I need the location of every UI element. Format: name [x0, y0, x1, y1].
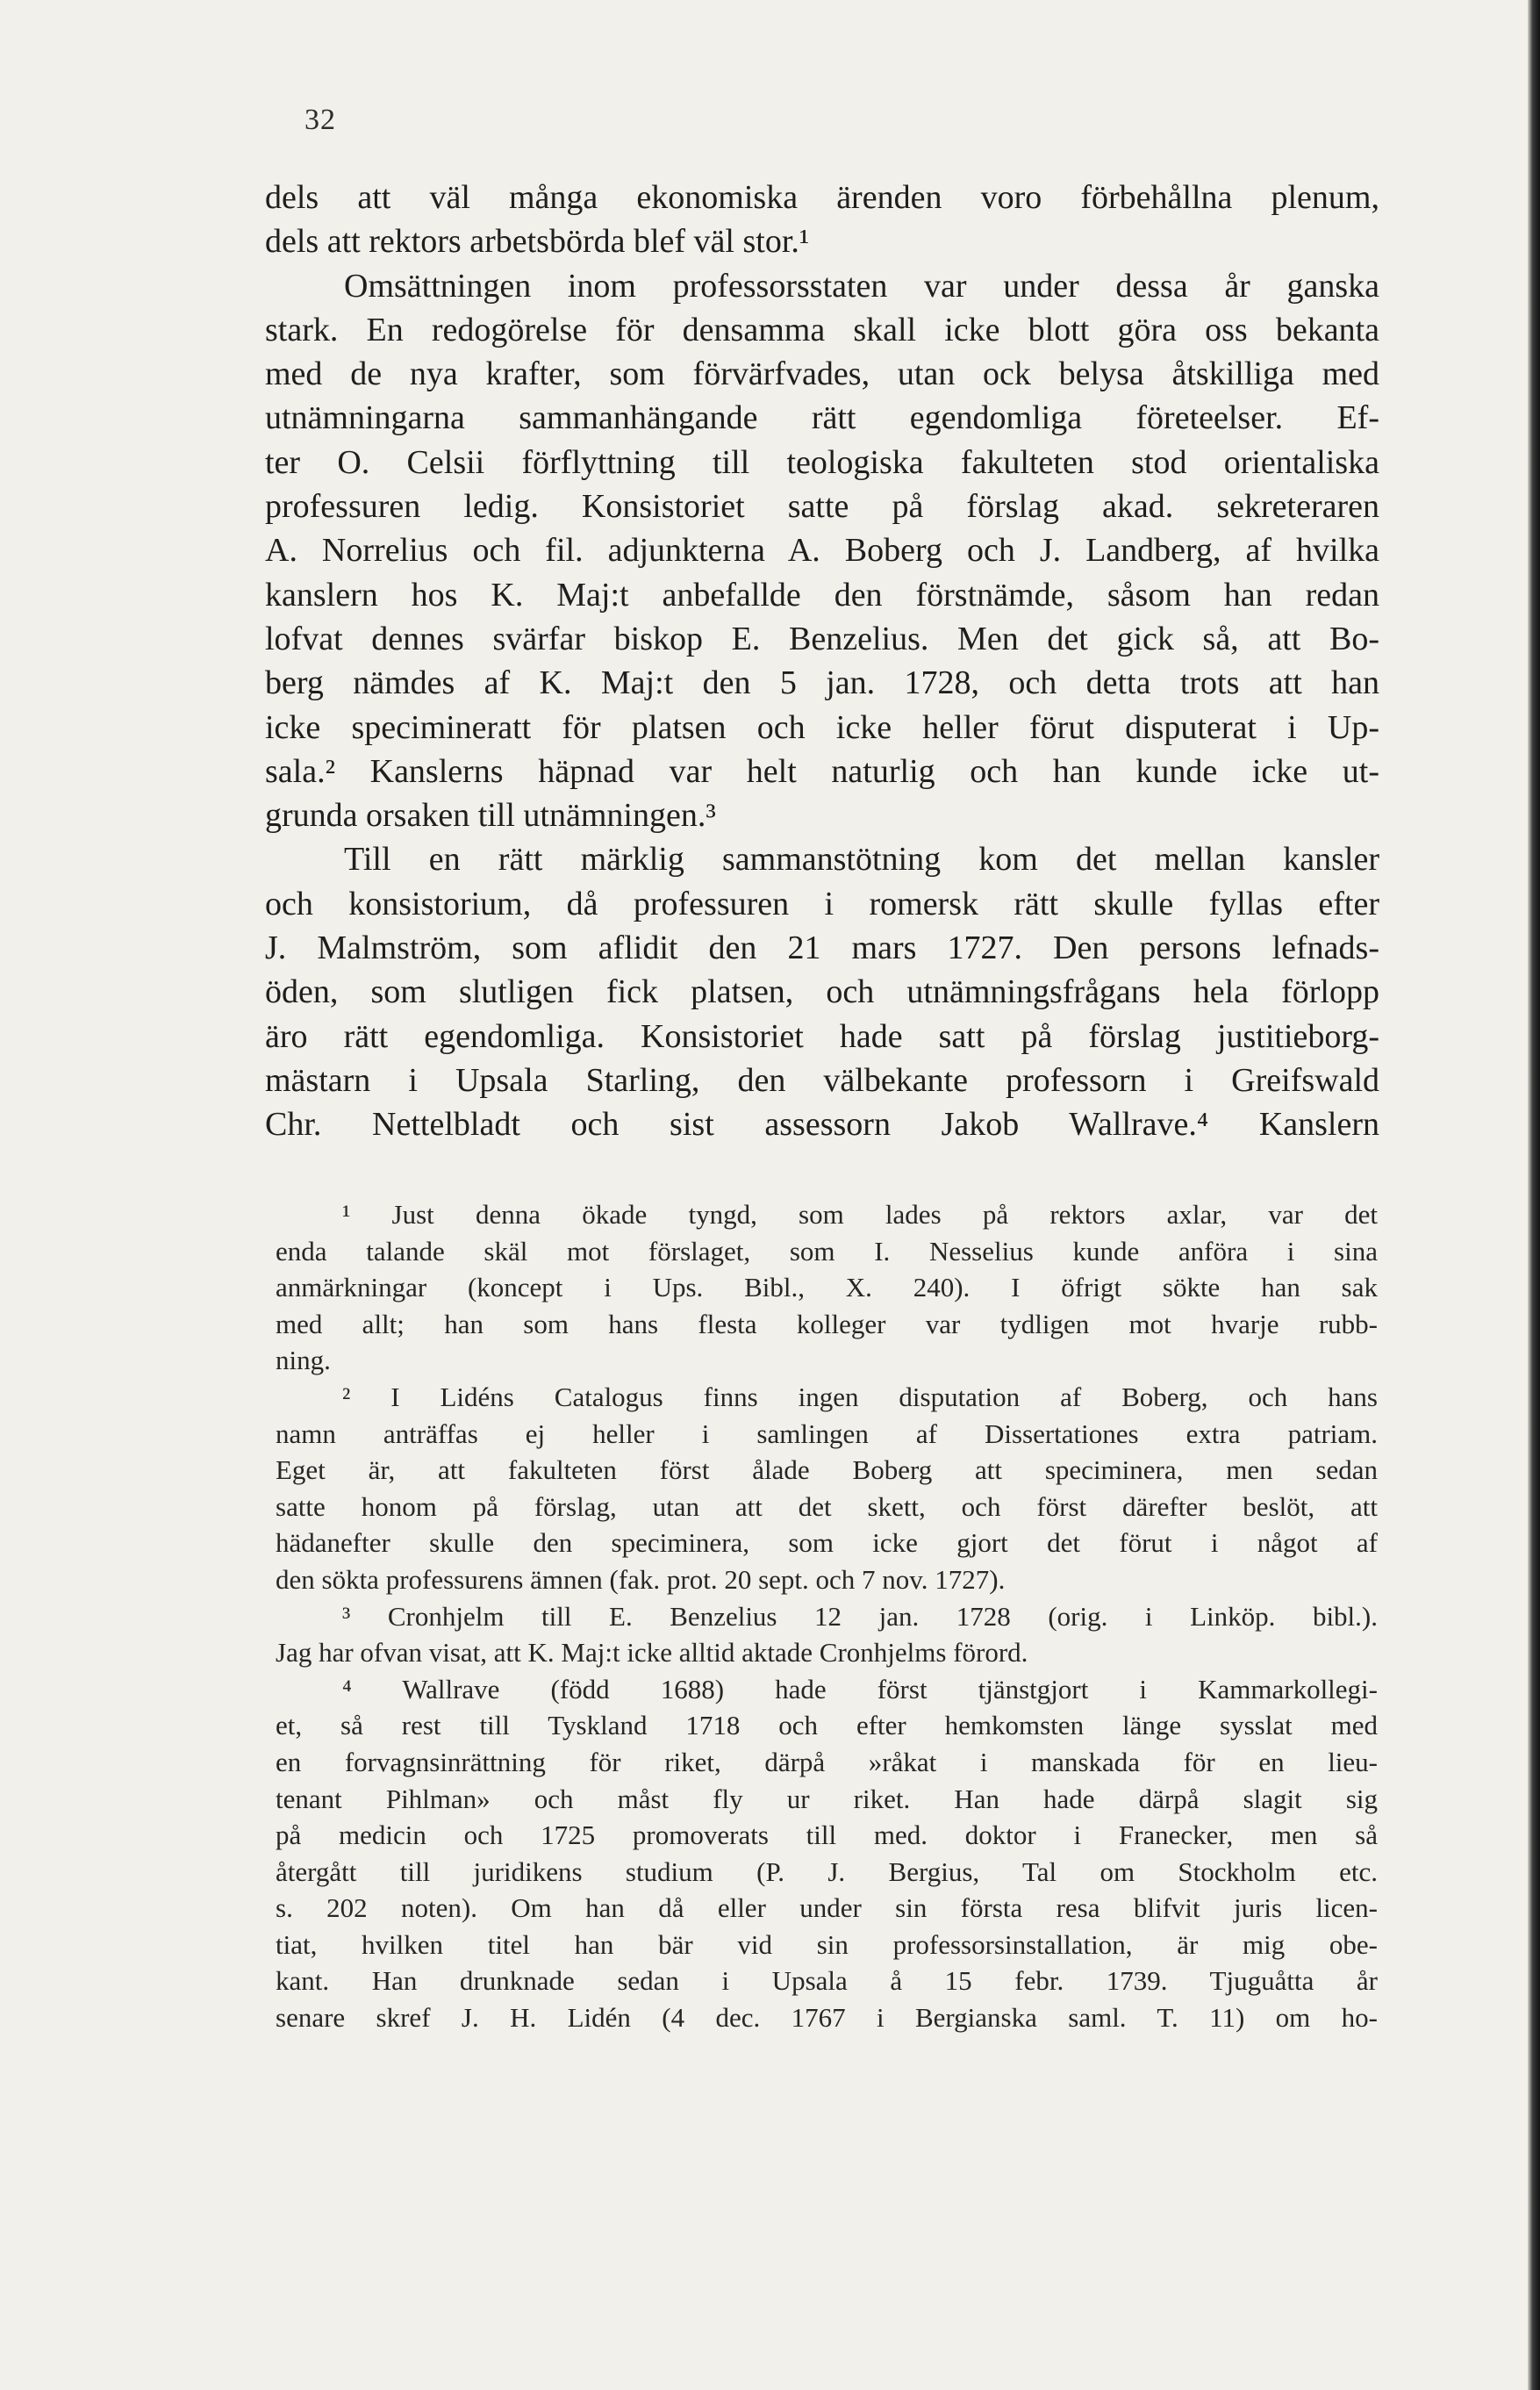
- footnote-line: ¹ Just denna ökade tyngd, som lades på rektors axlar, var det: [342, 1199, 1378, 1230]
- body-line: kanslern hos K. Maj:t anbefallde den förstnämde, såsom han redan: [265, 576, 1379, 614]
- footnote-line: ⁴ Wallrave (född 1688) hade först tjänstgjort i Kammarkollegi-: [342, 1673, 1378, 1705]
- body-line: Till en rätt märklig sammanstötning kom det mellan kansler: [344, 841, 1379, 879]
- footnote-line: ning.: [276, 1345, 331, 1376]
- footnote-line: et, så rest till Tyskland 1718 och efter hemkomsten länge sysslat med: [276, 1710, 1378, 1741]
- body-line: stark. En redogörelse för densamma skall icke blott göra oss bekanta: [265, 311, 1379, 348]
- footnote-line: med allt; han som hans flesta kolleger var tydligen mot hvarje rubb-: [276, 1308, 1378, 1339]
- footnote-line: ³ Cronhjelm till E. Benzelius 12 jan. 1728 (orig. i Linköp. bibl.).: [342, 1600, 1378, 1632]
- footnotes: [276, 1196, 1378, 2036]
- footnote-line: återgått till juridikens studium (P. J. Bergius, Tal om Stockholm etc.: [276, 1855, 1378, 1887]
- footnote-line: Eget är, att fakulteten först ålade Boberg att speciminera, men sedan: [276, 1454, 1378, 1486]
- body-line: öden, som slutligen fick platsen, och utnämningsfrågans hela förlopp: [265, 973, 1379, 1011]
- footnote-line: tenant Pihlman» och måst fly ur riket. Han hade därpå slagit sig: [276, 1783, 1378, 1814]
- footnote-line: namn anträffas ej heller i samlingen af Dissertationes extra patriam.: [276, 1417, 1378, 1449]
- footnote-line: anmärkningar (koncept i Ups. Bibl., X. 240). I öfrigt sökte han sak: [276, 1272, 1378, 1303]
- footnote-line: senare skref J. H. Lidén (4 dec. 1767 i Bergianska saml. T. 11) om ho-: [276, 2002, 1378, 2034]
- footnote-line: Jag har ofvan visat, att K. Maj:t icke alltid aktade Cronhjelms förord.: [276, 1637, 1028, 1669]
- footnote-line: satte honom på förslag, utan att det skett, och först därefter beslöt, att: [276, 1490, 1378, 1522]
- footnote-line: kant. Han drunknade sedan i Upsala å 15 febr. 1739. Tjuguåtta år: [276, 1965, 1378, 1997]
- body-line: icke specimineratt för platsen och icke heller förut disputerat i Up-: [265, 708, 1379, 746]
- footnote-line: s. 202 noten). Om han då eller under sin första resa blifvit juris licen-: [276, 1892, 1378, 1924]
- body-line: dels att väl många ekonomiska ärenden voro förbehållna plenum,: [265, 179, 1379, 216]
- page-edge-shadow: [1528, 0, 1540, 2390]
- body-line: ter O. Celsii förflyttning till teologiska fakulteten stod orientaliska: [265, 443, 1379, 481]
- body-line: dels att rektors arbetsbörda blef väl stor.¹: [265, 223, 810, 261]
- body-line: J. Malmström, som aflidit den 21 mars 1727. Den persons lefnads-: [265, 929, 1379, 967]
- body-line: professuren ledig. Konsistoriet satte på förslag akad. sekreteraren: [265, 488, 1379, 526]
- body-line: sala.² Kanslerns häpnad var helt naturlig och han kunde icke ut-: [265, 752, 1379, 790]
- body-line: äro rätt egendomliga. Konsistoriet hade satt på förslag justitieborg-: [265, 1017, 1379, 1055]
- body-line: A. Norrelius och fil. adjunkterna A. Boberg och J. Landberg, af hvilka: [265, 532, 1379, 570]
- body-line: med de nya krafter, som förvärfvades, utan ock belysa åtskilliga med: [265, 355, 1379, 393]
- footnote-line: på medicin och 1725 promoverats till med. doktor i Franecker, men så: [276, 1819, 1378, 1851]
- body-line: utnämningarna sammanhängande rätt egendomliga företeelser. Ef-: [265, 399, 1379, 437]
- body-line: lofvat dennes svärfar biskop E. Benzelius. Men det gick så, att Bo-: [265, 620, 1379, 657]
- footnote-line: ² I Lidéns Catalogus finns ingen disputation af Boberg, och hans: [342, 1381, 1378, 1412]
- footnote-line: tiat, hvilken titel han bär vid sin professorsinstallation, är mig obe-: [276, 1928, 1378, 1960]
- body-line: mästarn i Upsala Starling, den välbekante professorn i Greifswald: [265, 1061, 1379, 1099]
- footnote-line: den sökta professurens ämnen (fak. prot. 20 sept. och 7 nov. 1727).: [276, 1563, 1006, 1595]
- main-text: [265, 176, 1379, 1147]
- body-line: och konsistorium, då professuren i romersk rätt skulle fyllas efter: [265, 885, 1379, 922]
- footnote-line: en forvagnsinrättning för riket, därpå »råkat i manskada för en lieu-: [276, 1746, 1378, 1777]
- page-number: 32: [304, 104, 336, 136]
- body-line: grunda orsaken till utnämningen.³: [265, 797, 716, 835]
- body-line: Omsättningen inom professorsstaten var under dessa år ganska: [344, 267, 1379, 305]
- body-line: Chr. Nettelbladt och sist assessorn Jakob Wallrave.⁴ Kanslern: [265, 1106, 1379, 1144]
- body-line: berg nämdes af K. Maj:t den 5 jan. 1728, och detta trots att han: [265, 664, 1379, 702]
- footnote-line: hädanefter skulle den speciminera, som icke gjort det förut i något af: [276, 1527, 1378, 1559]
- footnote-line: enda talande skäl mot förslaget, som I. Nesselius kunde anföra i sina: [276, 1235, 1378, 1267]
